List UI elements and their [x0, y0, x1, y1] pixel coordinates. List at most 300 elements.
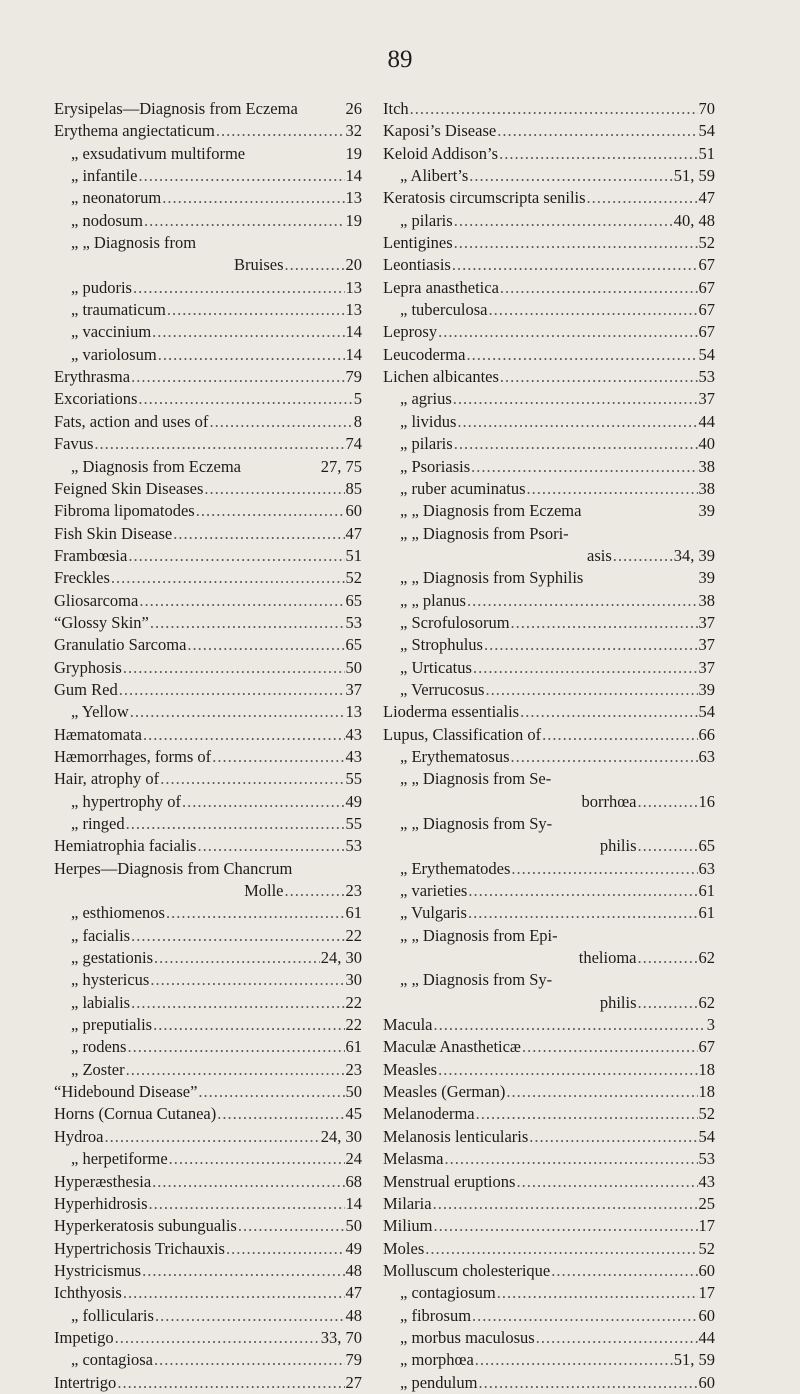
dot-leader — [434, 1215, 698, 1237]
entry-term: „ contagiosa — [71, 1350, 154, 1370]
entry-page-ref: 61 — [345, 903, 362, 923]
index-entry — [54, 143, 362, 165]
dot-leader — [475, 1349, 673, 1371]
index-entry — [383, 433, 715, 455]
dot-leader — [472, 1305, 697, 1327]
index-entry — [383, 902, 715, 924]
dot-leader — [212, 746, 344, 768]
index-entry — [383, 567, 715, 589]
dot-leader — [117, 1372, 344, 1394]
entry-page-ref: 60 — [698, 1260, 715, 1280]
entry-page-ref: 52 — [698, 233, 715, 253]
entry-page-ref: 66 — [698, 724, 715, 744]
entry-page-ref: 53 — [345, 612, 362, 632]
dot-leader — [130, 701, 345, 723]
entry-term: Hair, atrophy of — [54, 769, 160, 789]
entry-term: Hemiatrophia facialis — [54, 836, 197, 856]
index-entry — [383, 1059, 715, 1081]
entry-term: “Glossy Skin” — [54, 612, 149, 632]
dot-leader — [166, 902, 345, 924]
entry-page-ref: 30 — [345, 970, 362, 990]
entry-term: philis — [599, 992, 637, 1012]
entry-page-ref: 61 — [698, 903, 715, 923]
index-entry — [383, 1327, 715, 1349]
entry-page-ref: 18 — [698, 1082, 715, 1102]
entry-page-ref: 79 — [345, 367, 362, 387]
entry-term: „ Psoriasis — [400, 456, 471, 476]
dot-leader — [467, 590, 698, 612]
index-entry — [383, 701, 715, 723]
entry-term: Menstrual eruptions — [383, 1171, 516, 1191]
index-entry — [383, 634, 715, 656]
entry-term: „ „ Diagnosis from — [71, 233, 197, 253]
index-entry — [54, 902, 362, 924]
entry-page-ref: 39 — [698, 501, 715, 521]
entry-term: Molle — [244, 881, 284, 901]
dot-leader — [454, 232, 698, 254]
dot-leader — [115, 1327, 320, 1349]
index-entry — [54, 1059, 362, 1081]
index-entry-continuation — [54, 254, 362, 276]
entry-page-ref: 34, 39 — [673, 545, 715, 565]
entry-page-ref: 51, 59 — [673, 166, 715, 186]
entry-term: Hæmatomata — [54, 724, 142, 744]
entry-term: „ Strophulus — [400, 635, 483, 655]
index-entry — [54, 1036, 362, 1058]
dot-leader — [154, 1349, 344, 1371]
index-entry — [54, 1282, 362, 1304]
entry-term: „ agrius — [400, 389, 452, 409]
dot-leader — [466, 344, 697, 366]
entry-term: „ Erythematodes — [400, 858, 511, 878]
dot-leader — [410, 98, 698, 120]
index-entry-continuation — [54, 880, 362, 902]
entry-page-ref: 22 — [345, 925, 362, 945]
entry-page-ref: 27, 75 — [320, 456, 362, 476]
index-entry — [383, 1238, 715, 1260]
entry-page-ref: 37 — [698, 389, 715, 409]
entry-page-ref: 43 — [345, 724, 362, 744]
entry-term: „ facialis — [71, 925, 131, 945]
index-entry — [54, 612, 362, 634]
entry-page-ref: 16 — [698, 791, 715, 811]
entry-term: „ Diagnosis from Eczema — [71, 456, 241, 476]
entry-term: „ preputialis — [71, 1015, 153, 1035]
entry-term: „ tuberculosa — [400, 300, 488, 320]
entry-term: „ contagiosum — [400, 1283, 496, 1303]
dot-leader — [468, 902, 698, 924]
index-entry — [54, 791, 362, 813]
index-entry — [54, 1327, 362, 1349]
index-entry — [54, 858, 362, 880]
entry-term: Excoriations — [54, 389, 138, 409]
dot-leader — [613, 545, 673, 567]
dot-leader — [204, 478, 344, 500]
index-entry — [383, 1372, 715, 1394]
index-entry — [383, 143, 715, 165]
index-entry — [383, 187, 715, 209]
entry-page-ref: 13 — [345, 277, 362, 297]
entry-page-ref: 65 — [345, 590, 362, 610]
entry-page-ref: 50 — [345, 657, 362, 677]
dot-leader — [197, 835, 344, 857]
dot-leader — [154, 947, 320, 969]
entry-page-ref: 27 — [345, 1372, 362, 1392]
index-entry — [54, 478, 362, 500]
index-entry — [383, 1215, 715, 1237]
entry-page-ref: 49 — [345, 1238, 362, 1258]
index-entry — [54, 210, 362, 232]
entry-term: Freckles — [54, 568, 110, 588]
index-entry — [54, 813, 362, 835]
entry-term: „ fibrosum — [400, 1305, 472, 1325]
entry-term: „ labialis — [71, 992, 131, 1012]
entry-term: Lentigines — [383, 233, 453, 253]
entry-page-ref: 79 — [345, 1350, 362, 1370]
entry-page-ref: 19 — [345, 210, 362, 230]
dot-leader — [119, 679, 345, 701]
index-entry — [54, 1148, 362, 1170]
entry-page-ref: 44 — [698, 411, 715, 431]
index-entry — [54, 299, 362, 321]
entry-page-ref: 63 — [698, 858, 715, 878]
entry-term: „ exsudativum multiforme — [71, 143, 246, 163]
entry-term: Lepra anasthetica — [383, 277, 499, 297]
entry-term: Hyperhidrosis — [54, 1193, 148, 1213]
entry-term: „ neonatorum — [71, 188, 162, 208]
entry-term: Hydroa — [54, 1126, 104, 1146]
entry-page-ref: 14 — [345, 322, 362, 342]
index-entry — [383, 411, 715, 433]
entry-page-ref: 17 — [698, 1216, 715, 1236]
entry-page-ref: 67 — [698, 322, 715, 342]
dot-leader — [522, 1036, 698, 1058]
entry-page-ref: 3 — [706, 1015, 715, 1035]
entry-term: Gryphosis — [54, 657, 122, 677]
entry-term: Hyperæsthesia — [54, 1171, 152, 1191]
index-entry — [383, 1282, 715, 1304]
entry-term: philis — [599, 836, 637, 856]
entry-page-ref: 23 — [345, 881, 362, 901]
index-entry — [383, 813, 715, 835]
entry-page-ref: 67 — [698, 277, 715, 297]
dot-leader — [500, 366, 698, 388]
dot-leader — [127, 1036, 344, 1058]
dot-leader — [476, 1103, 698, 1125]
entry-page-ref: 50 — [345, 1216, 362, 1236]
entry-term: Gliosarcoma — [54, 590, 139, 610]
dot-leader — [529, 1126, 697, 1148]
entry-page-ref: 13 — [345, 702, 362, 722]
entry-term: Leprosy — [383, 322, 438, 342]
index-entry — [383, 1349, 715, 1371]
index-entry — [54, 321, 362, 343]
index-entry — [54, 1260, 362, 1282]
entry-page-ref: 47 — [698, 188, 715, 208]
entry-term: „ hypertrophy of — [71, 791, 181, 811]
entry-page-ref: 63 — [698, 746, 715, 766]
dot-leader — [128, 545, 344, 567]
entry-page-ref: 60 — [698, 1372, 715, 1392]
index-entry — [54, 366, 362, 388]
index-entry — [383, 120, 715, 142]
entry-page-ref: 55 — [345, 769, 362, 789]
entry-term: Herpes—Diagnosis from Chancrum — [54, 858, 293, 878]
dot-leader — [187, 634, 344, 656]
entry-page-ref: 37 — [698, 657, 715, 677]
dot-leader — [142, 1260, 344, 1282]
index-entry — [54, 344, 362, 366]
dot-leader — [138, 388, 352, 410]
entry-term: „ Vulgaris — [400, 903, 467, 923]
index-entry — [54, 187, 362, 209]
dot-leader — [638, 947, 698, 969]
entry-page-ref: 49 — [345, 791, 362, 811]
entry-page-ref: 39 — [698, 679, 715, 699]
index-entry — [54, 947, 362, 969]
index-entry — [54, 98, 362, 120]
entry-page-ref: 19 — [345, 143, 362, 163]
index-entry-continuation — [383, 835, 715, 857]
dot-leader — [438, 1059, 697, 1081]
dot-leader — [198, 1081, 344, 1103]
dot-leader — [511, 612, 698, 634]
entry-page-ref: 61 — [698, 881, 715, 901]
entry-term: „ Scrofulosorum — [400, 612, 510, 632]
entry-page-ref: 40 — [698, 434, 715, 454]
dot-leader — [138, 165, 344, 187]
entry-term: Keratosis circumscripta senilis — [383, 188, 586, 208]
entry-page-ref: 45 — [345, 1104, 362, 1124]
entry-page-ref: 47 — [345, 523, 362, 543]
dot-leader — [209, 411, 352, 433]
entry-page-ref: 40, 48 — [673, 210, 715, 230]
entry-term: Impetigo — [54, 1327, 114, 1347]
index-entry — [383, 1148, 715, 1170]
dot-leader — [133, 277, 345, 299]
entry-term: Fish Skin Disease — [54, 523, 173, 543]
index-entry — [383, 880, 715, 902]
entry-term: „ „ Diagnosis from Sy- — [400, 814, 553, 833]
index-entry — [54, 411, 362, 433]
index-entry — [54, 1349, 362, 1371]
index-entry — [54, 1215, 362, 1237]
entry-term: Hystricismus — [54, 1260, 142, 1280]
index-entry — [383, 456, 715, 478]
entry-term: thelioma — [578, 948, 637, 968]
dot-leader — [497, 1282, 698, 1304]
index-entry — [54, 969, 362, 991]
index-entry — [383, 1171, 715, 1193]
entry-term: „ gestationis — [71, 948, 154, 968]
dot-leader — [520, 701, 697, 723]
index-entry — [54, 992, 362, 1014]
index-entry — [54, 456, 362, 478]
index-entry — [54, 120, 362, 142]
dot-leader — [489, 299, 698, 321]
entry-page-ref: 67 — [698, 300, 715, 320]
entry-page-ref: 13 — [345, 300, 362, 320]
index-entry — [383, 969, 715, 991]
entry-term: Kaposi’s Disease — [383, 121, 497, 141]
index-entry — [383, 1260, 715, 1282]
index-entry — [383, 523, 715, 545]
entry-term: „ morphœa — [400, 1350, 474, 1370]
entry-term: „ morbus maculosus — [400, 1327, 535, 1347]
dot-leader — [444, 1148, 697, 1170]
entry-page-ref: 50 — [345, 1082, 362, 1102]
index-entry — [54, 590, 362, 612]
dot-leader — [217, 1103, 344, 1125]
entry-term: Leucoderma — [383, 344, 466, 364]
entry-page-ref: 51, 59 — [673, 1350, 715, 1370]
entry-page-ref: 22 — [345, 1015, 362, 1035]
entry-term: Measles (German) — [383, 1082, 506, 1102]
dot-leader — [285, 880, 345, 902]
dot-leader — [126, 1059, 345, 1081]
dot-leader — [511, 746, 698, 768]
dot-leader — [152, 321, 344, 343]
entry-page-ref: 54 — [698, 121, 715, 141]
index-entry — [383, 299, 715, 321]
entry-term: Lioderma essentialis — [383, 702, 520, 722]
index-column-left — [54, 98, 362, 1394]
dot-leader — [453, 388, 698, 410]
entry-page-ref: 68 — [345, 1171, 362, 1191]
index-entry — [54, 724, 362, 746]
entry-page-ref: 53 — [698, 1149, 715, 1169]
entry-page-ref: 65 — [698, 836, 715, 856]
index-entry — [54, 701, 362, 723]
entry-term: „ „ Diagnosis from Se- — [400, 769, 552, 789]
entry-page-ref: 51 — [698, 143, 715, 163]
entry-term: Melasma — [383, 1149, 444, 1169]
dot-leader — [149, 1193, 345, 1215]
entry-page-ref: 48 — [345, 1305, 362, 1325]
entry-term: „ hystericus — [71, 970, 150, 990]
dot-leader — [123, 1282, 345, 1304]
entry-term: „ ruber acuminatus — [400, 478, 526, 498]
entry-term: Lupus, Classification of — [383, 724, 542, 744]
entry-page-ref: 18 — [698, 1059, 715, 1079]
entry-term: Bruises — [234, 255, 284, 275]
index-entry — [54, 277, 362, 299]
index-entry — [383, 98, 715, 120]
dot-leader — [160, 768, 344, 790]
dot-leader — [457, 411, 697, 433]
dot-leader — [454, 210, 673, 232]
dot-leader — [167, 299, 345, 321]
entry-page-ref: 62 — [698, 948, 715, 968]
entry-page-ref: 25 — [698, 1193, 715, 1213]
entry-term: Erysipelas—Diagnosis from Eczema — [54, 99, 298, 118]
entry-page-ref: 39 — [698, 568, 715, 588]
entry-page-ref: 55 — [345, 814, 362, 833]
entry-term: „ traumaticum — [71, 300, 166, 320]
index-entry — [383, 657, 715, 679]
dot-leader — [469, 165, 672, 187]
dot-leader — [587, 187, 698, 209]
entry-page-ref: 38 — [698, 590, 715, 610]
entry-term: Maculæ Anastheticæ — [383, 1037, 521, 1057]
entry-term: „ follicularis — [71, 1305, 154, 1325]
dot-leader — [638, 791, 698, 813]
entry-term: Erythrasma — [54, 367, 131, 387]
index-entry — [54, 232, 362, 254]
entry-page-ref: 38 — [698, 478, 715, 498]
entry-page-ref: 14 — [345, 1193, 362, 1213]
entry-term: Erythema angiectaticum — [54, 121, 215, 141]
dot-leader — [169, 1148, 345, 1170]
index-entry-continuation — [383, 791, 715, 813]
index-entry — [54, 523, 362, 545]
dot-leader — [150, 612, 345, 634]
entry-term: asis — [587, 545, 612, 565]
dot-leader — [516, 1171, 697, 1193]
index-entry — [54, 545, 362, 567]
entry-term: „ Verrucosus — [400, 679, 485, 699]
entry-page-ref: 14 — [345, 344, 362, 364]
dot-leader — [527, 478, 698, 500]
entry-term: „ pilaris — [400, 210, 453, 230]
entry-page-ref: 52 — [345, 568, 362, 588]
entry-page-ref: 17 — [698, 1283, 715, 1303]
dot-leader — [438, 321, 697, 343]
index-entry — [54, 1126, 362, 1148]
dot-leader — [155, 1305, 345, 1327]
entry-term: Intertrigo — [54, 1372, 117, 1392]
dot-leader — [226, 1238, 345, 1260]
entry-page-ref: 52 — [698, 1104, 715, 1124]
entry-term: Horns (Cornua Cutanea) — [54, 1104, 217, 1124]
index-entry — [54, 1193, 362, 1215]
index-entry — [383, 478, 715, 500]
entry-term: „ Urticatus — [400, 657, 472, 677]
index-entry — [383, 344, 715, 366]
entry-page-ref: 5 — [353, 389, 362, 409]
index-entry — [54, 634, 362, 656]
entry-term: Favus — [54, 434, 94, 454]
index-column-right — [383, 98, 715, 1394]
index-entry — [383, 1014, 715, 1036]
entry-page-ref: 85 — [345, 478, 362, 498]
entry-term: borrhœa — [581, 791, 637, 811]
dot-leader — [123, 657, 345, 679]
entry-term: „ rodens — [71, 1037, 127, 1057]
index-entry — [54, 1238, 362, 1260]
entry-page-ref: 13 — [345, 188, 362, 208]
entry-term: „ „ Diagnosis from Eczema — [400, 501, 582, 521]
index-entry — [54, 746, 362, 768]
entry-page-ref: 32 — [345, 121, 362, 141]
entry-term: Milium — [383, 1216, 433, 1236]
entry-page-ref: 14 — [345, 166, 362, 186]
dot-leader — [478, 1372, 697, 1394]
dot-leader — [111, 567, 345, 589]
entry-page-ref: 43 — [345, 746, 362, 766]
entry-term: „ Alibert’s — [400, 166, 469, 186]
dot-leader — [471, 456, 697, 478]
entry-page-ref: 37 — [345, 679, 362, 699]
index-entry — [383, 366, 715, 388]
entry-term: „ Yellow — [71, 702, 129, 722]
index-entry-continuation — [383, 545, 715, 567]
entry-term: Keloid Addison’s — [383, 143, 499, 163]
dot-leader — [139, 590, 344, 612]
entry-page-ref: 47 — [345, 1283, 362, 1303]
index-entry — [383, 746, 715, 768]
dot-leader — [506, 1081, 697, 1103]
